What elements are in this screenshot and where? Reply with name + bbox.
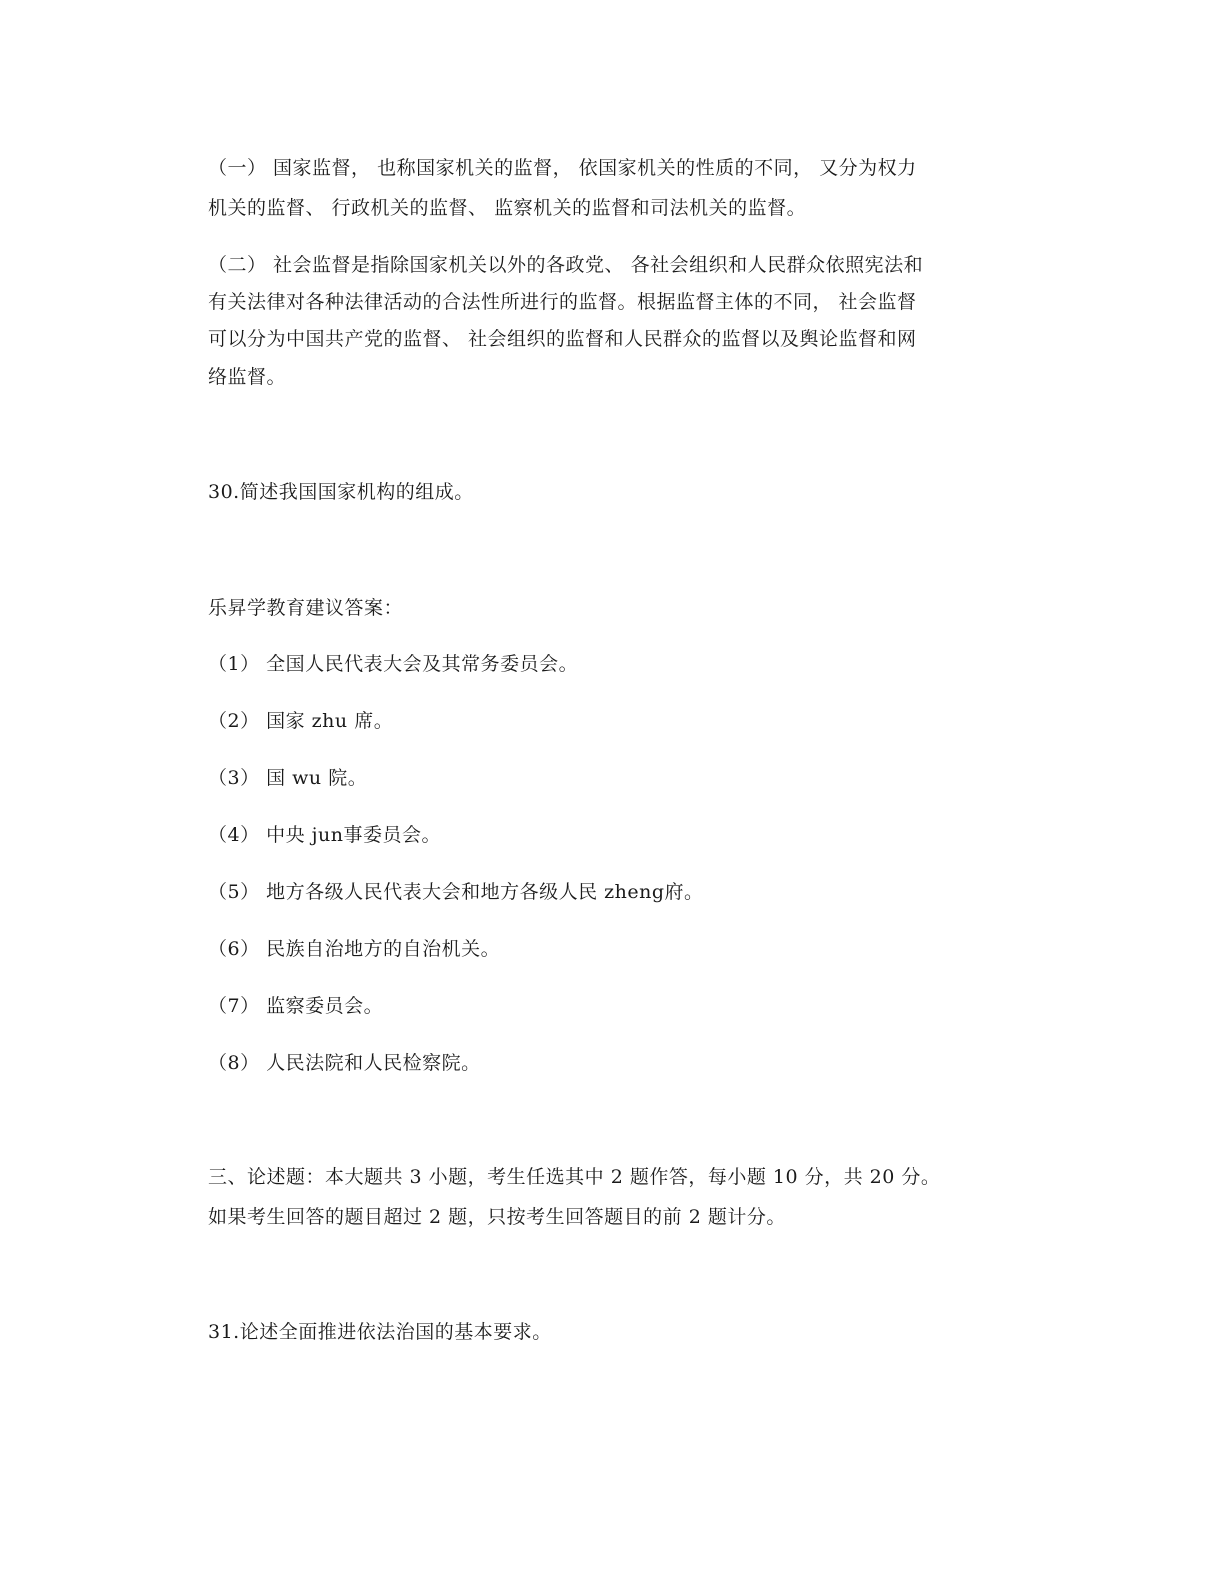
answer-heading: 乐昇学教育建议答案： — [208, 597, 404, 619]
paragraph-social-supervision-line-2: 有关法律对各种法律活动的合法性所进行的监督。根据监督主体的不同， 社会监督 — [208, 291, 917, 313]
answer-item: （3） 国 wu 院。 — [208, 767, 368, 789]
question-31: 31.论述全面推进依法治国的基本要求。 — [208, 1321, 552, 1343]
answer-item: （2） 国家 zhu 席。 — [208, 710, 394, 732]
answer-item: （8） 人民法院和人民检察院。 — [208, 1052, 481, 1074]
section-3-instructions-line-2: 如果考生回答的题目超过 2 题，只按考生回答题目的前 2 题计分。 — [208, 1206, 786, 1228]
paragraph-social-supervision-line-3: 可以分为中国共产党的监督、 社会组织的监督和人民群众的监督以及舆论监督和网 — [208, 328, 917, 350]
paragraph-national-supervision-line-1: （一） 国家监督， 也称国家机关的监督， 依国家机关的性质的不同， 又分为权力 — [208, 157, 917, 179]
answer-item: （5） 地方各级人民代表大会和地方各级人民 zheng府。 — [208, 881, 704, 903]
paragraph-national-supervision-line-2: 机关的监督、 行政机关的监督、 监察机关的监督和司法机关的监督。 — [208, 197, 807, 219]
answer-item: （6） 民族自治地方的自治机关。 — [208, 938, 501, 960]
paragraph-social-supervision-line-1: （二） 社会监督是指除国家机关以外的各政党、 各社会组织和人民群众依照宪法和 — [208, 254, 924, 276]
answer-item: （4） 中央 jun事委员会。 — [208, 824, 442, 846]
question-30: 30.简述我国国家机构的组成。 — [208, 481, 474, 503]
answer-item: （7） 监察委员会。 — [208, 995, 384, 1017]
paragraph-social-supervision-line-4: 络监督。 — [208, 366, 287, 388]
answer-item: （1） 全国人民代表大会及其常务委员会。 — [208, 653, 579, 675]
section-3-instructions-line-1: 三、论述题：本大题共 3 小题，考生任选其中 2 题作答，每小题 10 分，共 20 分。 — [208, 1166, 941, 1188]
